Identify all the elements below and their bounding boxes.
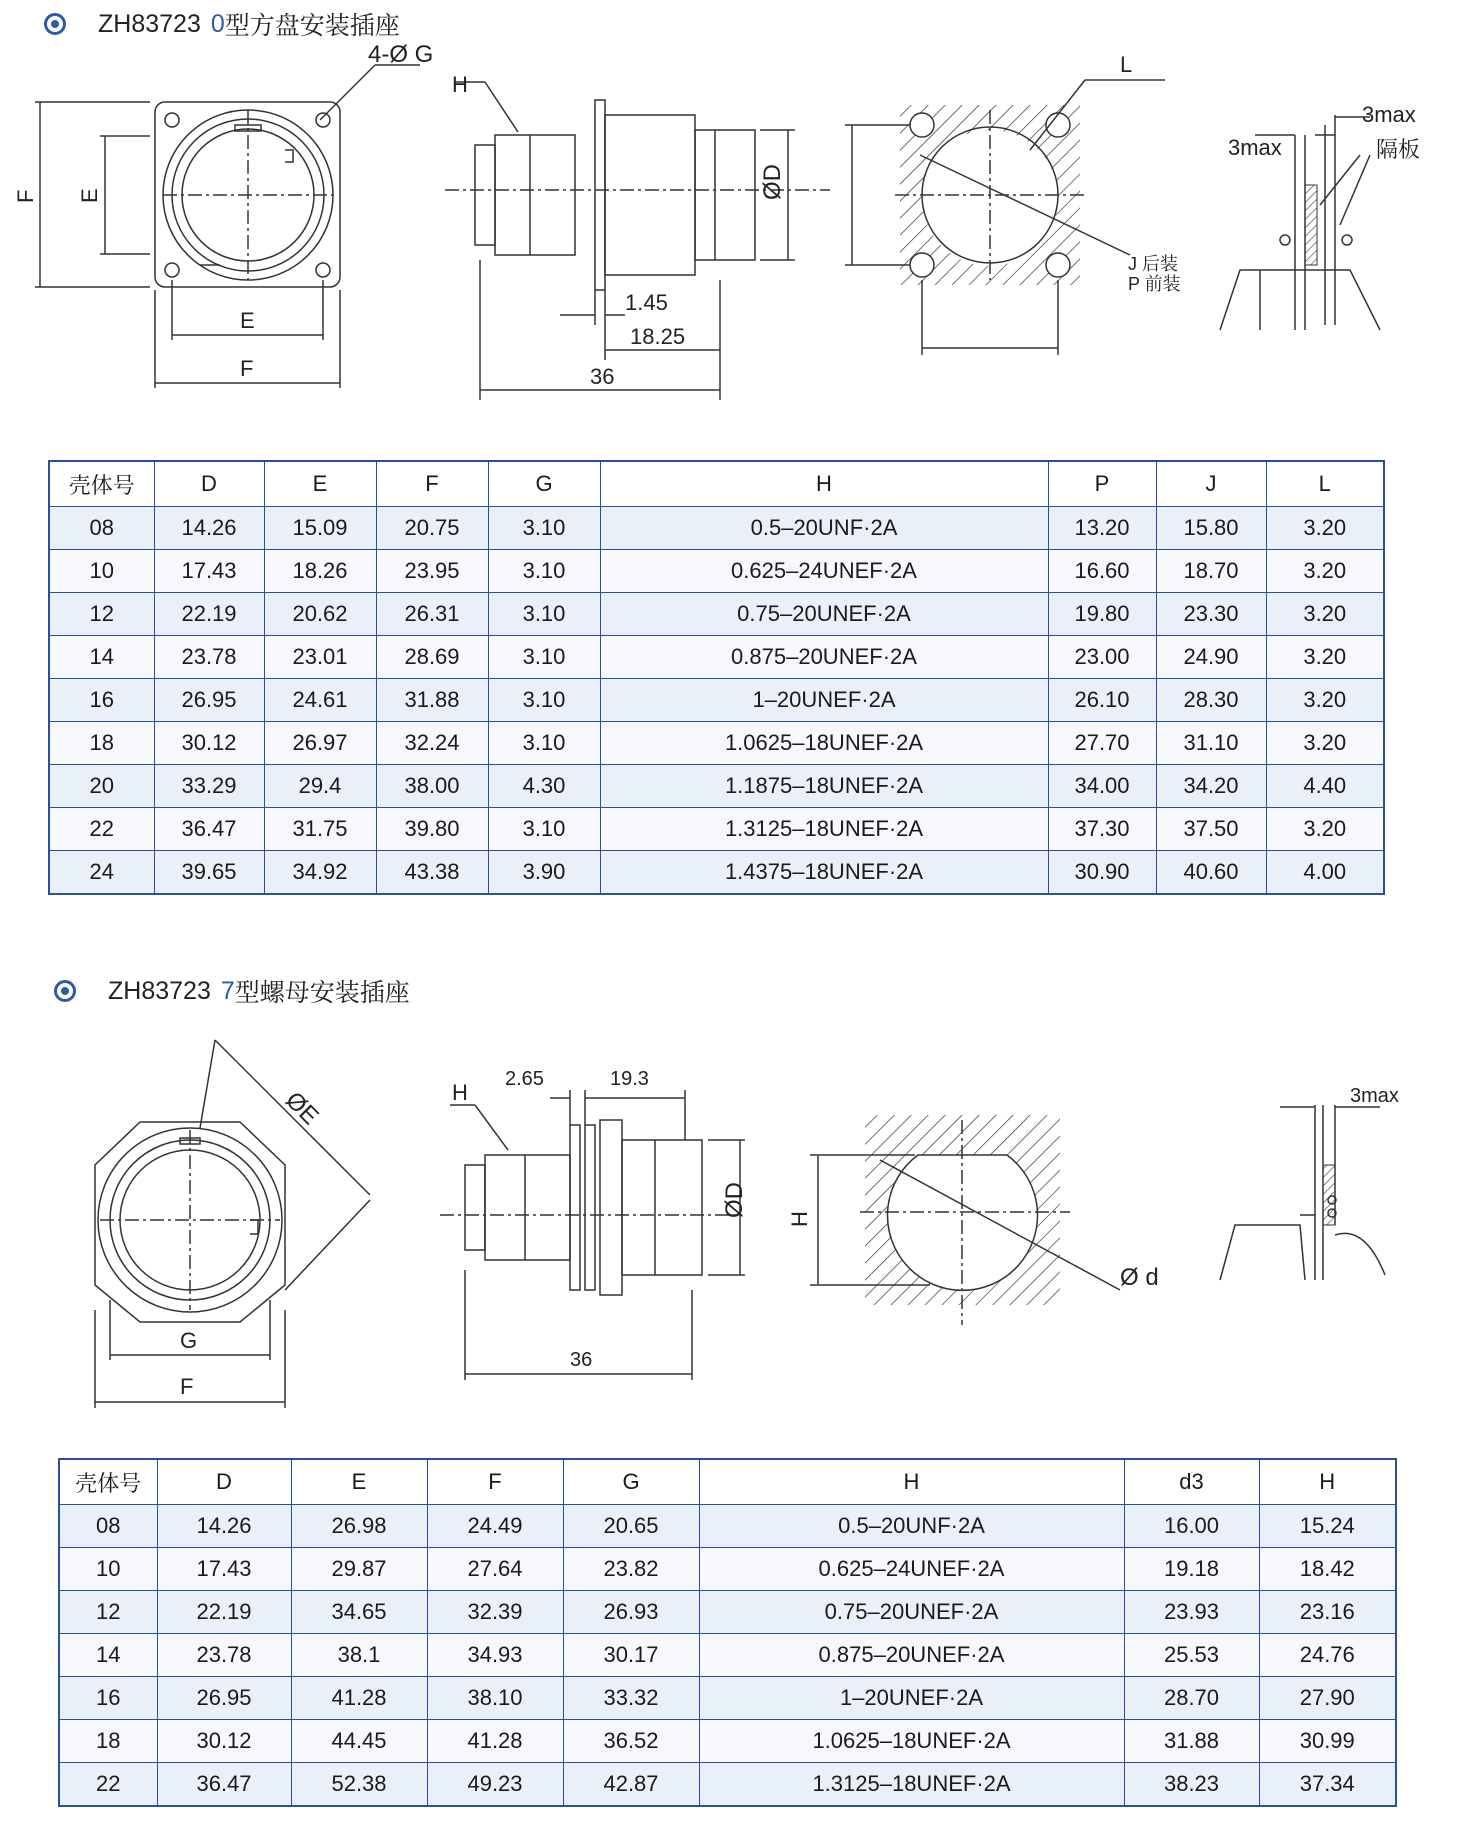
table-cell: 3.10 bbox=[488, 808, 600, 851]
table-row bbox=[49, 722, 1384, 765]
table-row bbox=[59, 1505, 1396, 1548]
shell-size-cell: 12 bbox=[59, 1591, 157, 1634]
label-h-side2: H bbox=[452, 1080, 468, 1105]
table-cell: 27.90 bbox=[1259, 1677, 1396, 1720]
table-cell: 20.65 bbox=[563, 1505, 699, 1548]
table-cell: 30.12 bbox=[157, 1720, 291, 1763]
label-panel: 隔板 bbox=[1376, 137, 1421, 162]
label-f-vertical: F bbox=[13, 189, 38, 203]
section1-name: 型方盘安装插座 bbox=[224, 12, 400, 40]
table-cell: 15.09 bbox=[264, 507, 376, 550]
table-cell: 3.20 bbox=[1266, 679, 1384, 722]
table-cell: 49.23 bbox=[427, 1763, 563, 1807]
table-row bbox=[49, 593, 1384, 636]
shell-size-cell: 12 bbox=[49, 593, 154, 636]
table-cell: 23.30 bbox=[1156, 593, 1266, 636]
table-cell: 32.39 bbox=[427, 1591, 563, 1634]
table-cell: 3.10 bbox=[488, 722, 600, 765]
section1-model: ZH83723 bbox=[98, 9, 201, 38]
label-dim-145: 1.45 bbox=[625, 290, 668, 315]
square-panel-detail bbox=[1200, 95, 1440, 335]
table-cell: 31.88 bbox=[1124, 1720, 1259, 1763]
table-cell: 0.75–20UNEF·2A bbox=[699, 1591, 1124, 1634]
table-cell: 23.93 bbox=[1124, 1591, 1259, 1634]
label-j-rear: J 后装 bbox=[1128, 254, 1179, 274]
table-cell: 19.80 bbox=[1048, 593, 1156, 636]
shell-size-cell: 18 bbox=[59, 1720, 157, 1763]
table-cell: 1–20UNEF·2A bbox=[600, 679, 1048, 722]
table-cell: 36.52 bbox=[563, 1720, 699, 1763]
table-cell: 18.42 bbox=[1259, 1548, 1396, 1591]
table-cell: 3.20 bbox=[1266, 507, 1384, 550]
table-cell: 23.01 bbox=[264, 636, 376, 679]
table-cell: 3.90 bbox=[488, 851, 600, 895]
label-f-bottom: F bbox=[240, 356, 254, 381]
table-cell: 31.88 bbox=[376, 679, 488, 722]
table-cell: 3.10 bbox=[488, 593, 600, 636]
table-cell: 38.10 bbox=[427, 1677, 563, 1720]
table-cell: 13.20 bbox=[1048, 507, 1156, 550]
table-cell: 3.20 bbox=[1266, 808, 1384, 851]
shell-size-cell: 20 bbox=[49, 765, 154, 808]
shell-size-cell: 14 bbox=[49, 636, 154, 679]
table-cell: 33.29 bbox=[154, 765, 264, 808]
table-cell: 3.20 bbox=[1266, 550, 1384, 593]
label-phi-d-side2: ØD bbox=[721, 1182, 748, 1218]
square-flange-front-view bbox=[0, 40, 434, 400]
table-cell: 0.875–20UNEF·2A bbox=[600, 636, 1048, 679]
column-header: P bbox=[1048, 461, 1156, 507]
table-cell: 15.80 bbox=[1156, 507, 1266, 550]
label-phi-d-small: Ø d bbox=[1120, 1264, 1159, 1291]
table-row bbox=[49, 507, 1384, 550]
label-g: G bbox=[180, 1328, 198, 1353]
table-cell: 24.76 bbox=[1259, 1634, 1396, 1677]
shell-size-cell: 16 bbox=[49, 679, 154, 722]
table-cell: 41.28 bbox=[291, 1677, 427, 1720]
table-cell: 1.0625–18UNEF·2A bbox=[699, 1720, 1124, 1763]
column-header: H bbox=[1259, 1459, 1396, 1505]
table-cell: 24.49 bbox=[427, 1505, 563, 1548]
table-cell: 0.875–20UNEF·2A bbox=[699, 1634, 1124, 1677]
shell-size-cell: 22 bbox=[59, 1763, 157, 1807]
table-cell: 42.87 bbox=[563, 1763, 699, 1807]
column-header: G bbox=[488, 461, 600, 507]
table-cell: 3.10 bbox=[488, 679, 600, 722]
square-flange-side-view bbox=[430, 60, 810, 400]
table-row bbox=[49, 550, 1384, 593]
table-cell: 30.17 bbox=[563, 1634, 699, 1677]
table-row bbox=[59, 1677, 1396, 1720]
table-cell: 26.10 bbox=[1048, 679, 1156, 722]
shell-size-cell: 18 bbox=[49, 722, 154, 765]
label-e-bottom: E bbox=[240, 308, 255, 333]
target-bullet-icon bbox=[44, 13, 66, 35]
table-header-row bbox=[49, 461, 1384, 507]
shell-size-cell: 14 bbox=[59, 1634, 157, 1677]
table-cell: 3.20 bbox=[1266, 593, 1384, 636]
table-cell: 30.90 bbox=[1048, 851, 1156, 895]
table-cell: 0.5–20UNF·2A bbox=[600, 507, 1048, 550]
table-cell: 23.95 bbox=[376, 550, 488, 593]
section2-type: 7 bbox=[220, 976, 235, 1005]
table-cell: 37.34 bbox=[1259, 1763, 1396, 1807]
table-cell: 22.19 bbox=[154, 593, 264, 636]
table-cell: 26.97 bbox=[264, 722, 376, 765]
table-row bbox=[59, 1548, 1396, 1591]
table-cell: 1–20UNEF·2A bbox=[699, 1677, 1124, 1720]
column-header: H bbox=[600, 461, 1048, 507]
label-dim-265: 2.65 bbox=[505, 1068, 544, 1090]
table-cell: 16.00 bbox=[1124, 1505, 1259, 1548]
label-3max: 3max bbox=[1350, 1085, 1399, 1107]
square-panel-cutout bbox=[830, 50, 1190, 370]
table-cell: 4.40 bbox=[1266, 765, 1384, 808]
table-cell: 4.00 bbox=[1266, 851, 1384, 895]
section2-title bbox=[54, 973, 410, 1009]
section2-model: ZH83723 bbox=[108, 976, 211, 1005]
table-cell: 27.64 bbox=[427, 1548, 563, 1591]
label-dim-1825: 18.25 bbox=[630, 324, 686, 349]
table-cell: 3.20 bbox=[1266, 636, 1384, 679]
table-cell: 28.70 bbox=[1124, 1677, 1259, 1720]
table-cell: 38.00 bbox=[376, 765, 488, 808]
table-cell: 3.10 bbox=[488, 636, 600, 679]
table-cell: 24.90 bbox=[1156, 636, 1266, 679]
column-header: D bbox=[157, 1459, 291, 1505]
label-e-vertical: E bbox=[77, 188, 102, 203]
column-header: G bbox=[563, 1459, 699, 1505]
label-dim-193: 19.3 bbox=[610, 1068, 649, 1090]
table-row bbox=[59, 1763, 1396, 1807]
table-cell: 34.93 bbox=[427, 1634, 563, 1677]
table-cell: 31.10 bbox=[1156, 722, 1266, 765]
column-header: 壳体号 bbox=[59, 1459, 157, 1505]
table-cell: 37.50 bbox=[1156, 808, 1266, 851]
shell-size-cell: 16 bbox=[59, 1677, 157, 1720]
table-cell: 39.80 bbox=[376, 808, 488, 851]
table-cell: 3.10 bbox=[488, 550, 600, 593]
shell-size-cell: 24 bbox=[49, 851, 154, 895]
table-cell: 0.625–24UNEF·2A bbox=[600, 550, 1048, 593]
table-cell: 52.38 bbox=[291, 1763, 427, 1807]
table-cell: 18.26 bbox=[264, 550, 376, 593]
column-header: E bbox=[264, 461, 376, 507]
table-cell: 26.93 bbox=[563, 1591, 699, 1634]
table-cell: 0.625–24UNEF·2A bbox=[699, 1548, 1124, 1591]
table-cell: 28.30 bbox=[1156, 679, 1266, 722]
table-cell: 36.47 bbox=[154, 808, 264, 851]
shell-size-cell: 10 bbox=[49, 550, 154, 593]
label-l: L bbox=[1120, 52, 1133, 77]
table-cell: 0.5–20UNF·2A bbox=[699, 1505, 1124, 1548]
column-header: E bbox=[291, 1459, 427, 1505]
table-cell: 23.16 bbox=[1259, 1591, 1396, 1634]
table-cell: 37.30 bbox=[1048, 808, 1156, 851]
table-cell: 32.24 bbox=[376, 722, 488, 765]
table-cell: 22.19 bbox=[157, 1591, 291, 1634]
table-cell: 4.30 bbox=[488, 765, 600, 808]
table-cell: 14.26 bbox=[157, 1505, 291, 1548]
table-cell: 38.23 bbox=[1124, 1763, 1259, 1807]
label-3max-b: 3max bbox=[1362, 102, 1416, 127]
label-h-side: H bbox=[452, 72, 468, 97]
table-cell: 23.78 bbox=[154, 636, 264, 679]
label-f: F bbox=[180, 1374, 194, 1399]
column-header: L bbox=[1266, 461, 1384, 507]
label-dim-36-side2: 36 bbox=[570, 1349, 593, 1371]
table-cell: 34.92 bbox=[264, 851, 376, 895]
table-cell: 30.12 bbox=[154, 722, 264, 765]
table-cell: 29.87 bbox=[291, 1548, 427, 1591]
section2-name: 型螺母安装插座 bbox=[234, 979, 410, 1007]
label-h-cut: H bbox=[787, 1211, 812, 1227]
table-row bbox=[49, 765, 1384, 808]
table-cell: 1.3125–18UNEF·2A bbox=[699, 1763, 1124, 1807]
table-cell: 26.95 bbox=[157, 1677, 291, 1720]
table-cell: 38.1 bbox=[291, 1634, 427, 1677]
label-phi-e: ØE bbox=[280, 1086, 324, 1131]
table-cell: 43.38 bbox=[376, 851, 488, 895]
table-row bbox=[59, 1591, 1396, 1634]
table-row bbox=[59, 1634, 1396, 1677]
shell-size-cell: 08 bbox=[59, 1505, 157, 1548]
table-cell: 16.60 bbox=[1048, 550, 1156, 593]
table-cell: 40.60 bbox=[1156, 851, 1266, 895]
table-cell: 29.4 bbox=[264, 765, 376, 808]
column-header: F bbox=[427, 1459, 563, 1505]
table-row bbox=[59, 1720, 1396, 1763]
table-cell: 0.75–20UNEF·2A bbox=[600, 593, 1048, 636]
table-cell: 34.00 bbox=[1048, 765, 1156, 808]
table-cell: 3.10 bbox=[488, 507, 600, 550]
table-cell: 1.4375–18UNEF·2A bbox=[600, 851, 1048, 895]
nut-panel-detail bbox=[1220, 1085, 1440, 1285]
table-cell: 20.62 bbox=[264, 593, 376, 636]
column-header: D bbox=[154, 461, 264, 507]
column-header: 壳体号 bbox=[49, 461, 154, 507]
table-cell: 39.65 bbox=[154, 851, 264, 895]
table-cell: 30.99 bbox=[1259, 1720, 1396, 1763]
table-cell: 1.3125–18UNEF·2A bbox=[600, 808, 1048, 851]
table-cell: 24.61 bbox=[264, 679, 376, 722]
table-cell: 41.28 bbox=[427, 1720, 563, 1763]
table-cell: 15.24 bbox=[1259, 1505, 1396, 1548]
table-cell: 44.45 bbox=[291, 1720, 427, 1763]
column-header: d3 bbox=[1124, 1459, 1259, 1505]
table-cell: 17.43 bbox=[157, 1548, 291, 1591]
table-cell: 36.47 bbox=[157, 1763, 291, 1807]
table-row bbox=[49, 851, 1384, 895]
section1-title bbox=[44, 6, 400, 42]
section2-spec-table bbox=[58, 1458, 1397, 1807]
table-cell: 14.26 bbox=[154, 507, 264, 550]
shell-size-cell: 22 bbox=[49, 808, 154, 851]
table-cell: 20.75 bbox=[376, 507, 488, 550]
column-header: F bbox=[376, 461, 488, 507]
table-row bbox=[49, 636, 1384, 679]
label-hole-callout: 4-Ø G bbox=[368, 41, 434, 68]
label-dim-36: 36 bbox=[590, 364, 615, 389]
section1-spec-table bbox=[48, 460, 1385, 895]
table-row bbox=[49, 808, 1384, 851]
shell-size-cell: 08 bbox=[49, 507, 154, 550]
table-header-row bbox=[59, 1459, 1396, 1505]
table-cell: 23.00 bbox=[1048, 636, 1156, 679]
table-row bbox=[49, 679, 1384, 722]
table-cell: 33.32 bbox=[563, 1677, 699, 1720]
label-phi-d-side: ØD bbox=[759, 164, 786, 200]
table-cell: 1.0625–18UNEF·2A bbox=[600, 722, 1048, 765]
column-header: H bbox=[699, 1459, 1124, 1505]
table-cell: 26.98 bbox=[291, 1505, 427, 1548]
table-cell: 1.1875–18UNEF·2A bbox=[600, 765, 1048, 808]
table-cell: 17.43 bbox=[154, 550, 264, 593]
dcut-panel-cutout bbox=[787, 1100, 1170, 1340]
table-cell: 26.31 bbox=[376, 593, 488, 636]
table-cell: 3.20 bbox=[1266, 722, 1384, 765]
table-cell: 19.18 bbox=[1124, 1548, 1259, 1591]
shell-size-cell: 10 bbox=[59, 1548, 157, 1591]
table-cell: 25.53 bbox=[1124, 1634, 1259, 1677]
target-bullet-icon bbox=[54, 980, 76, 1002]
table-cell: 34.20 bbox=[1156, 765, 1266, 808]
table-cell: 34.65 bbox=[291, 1591, 427, 1634]
table-cell: 23.82 bbox=[563, 1548, 699, 1591]
label-3max-a: 3max bbox=[1228, 135, 1282, 160]
table-cell: 28.69 bbox=[376, 636, 488, 679]
table-cell: 18.70 bbox=[1156, 550, 1266, 593]
column-header: J bbox=[1156, 461, 1266, 507]
table-cell: 27.70 bbox=[1048, 722, 1156, 765]
table-cell: 26.95 bbox=[154, 679, 264, 722]
label-p-front: P 前装 bbox=[1128, 274, 1181, 294]
section1-type: 0 bbox=[210, 9, 225, 38]
hex-nut-side-view bbox=[440, 1060, 770, 1390]
table-cell: 31.75 bbox=[264, 808, 376, 851]
hex-nut-front-view bbox=[80, 1020, 400, 1420]
table-cell: 23.78 bbox=[157, 1634, 291, 1677]
